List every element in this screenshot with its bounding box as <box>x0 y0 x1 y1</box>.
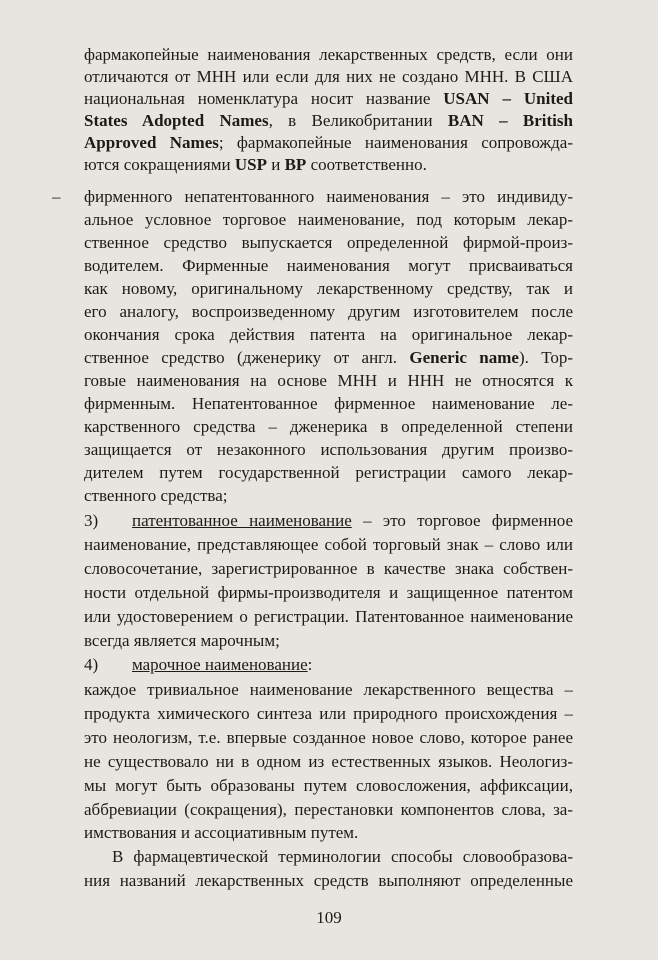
text-line: альное условное торговое наименование, под которым лекар- <box>84 210 573 229</box>
text-line: говые наименования на основе МНН и ННН не относятся к <box>84 371 573 390</box>
text-line: наименование, представляющее собой торговый знак – слово или <box>84 535 573 554</box>
text-line: ности отдельной фирмы-производителя и защищенное патентом <box>84 583 573 602</box>
text-line: ния названий лекарственных средств выполняют определенные <box>84 871 573 890</box>
text-line: States Adopted Names, в Великобритании BAN – British <box>84 111 573 130</box>
list-number: 3) <box>84 511 99 530</box>
text-line: как новому, оригинальному лекарственному средству, так и <box>84 279 573 298</box>
text-line: марочное наименование: <box>132 655 313 674</box>
text-line: фармакопейные наименования лекарственных средств, если они <box>84 45 573 64</box>
text-line: дителем путем государственной регистрации самого лекар- <box>84 463 573 482</box>
text-line: защищается от незаконного использования другим произво- <box>84 440 573 459</box>
list-dash-marker: – <box>52 187 61 206</box>
text-line: каждое тривиальное наименование лекарственного вещества – <box>84 680 573 699</box>
text-line: или удостоверением о регистрации. Патентованное наименование <box>84 607 573 626</box>
text-line: словосочетание, зарегистрированное в качестве знака собствен- <box>84 559 573 578</box>
page-number: 109 <box>316 908 342 927</box>
list-number: 4) <box>84 655 99 674</box>
text-line: аббревиации (сокращения), перестановки компонентов слова, за- <box>84 800 573 819</box>
text-line: В фармацевтической терминологии способы словообразова- <box>112 847 573 866</box>
text-line: ственное средство (дженерику от англ. Generic name). Тор- <box>84 348 573 367</box>
text-line: патентованное наименование – это торговое фирменное <box>132 511 573 530</box>
text-line: фирменным. Непатентованное фирменное наименование ле- <box>84 394 573 413</box>
text-line: водителем. Фирменные наименования могут присваиваться <box>84 256 573 275</box>
text-line: ственное средство выпускается определенной фирмой-произ- <box>84 233 573 252</box>
text-line: карственного средства – дженерика в определенной степени <box>84 417 573 436</box>
text-line: его аналогу, воспроизведенному другим изготовителем после <box>84 302 573 321</box>
text-line: имствования и ассоциативным путем. <box>84 823 359 842</box>
text-line: всегда является марочным; <box>84 631 280 650</box>
text-line: Approved Names; фармакопейные наименования сопровожда- <box>84 133 573 152</box>
text-line: фирменного непатентованного наименования – это индивиду- <box>84 187 573 206</box>
text-line: окончания срока действия патента на оригинальное лекар- <box>84 325 573 344</box>
text-line: мы могут быть образованы путем словосложения, аффиксации, <box>84 776 573 795</box>
text-line: это неологизм, т.е. впервые созданное новое слово, которое ранее <box>84 728 573 747</box>
text-line: не существовало ни в одном из естественных языков. Неологиз- <box>84 752 573 771</box>
text-line: отличаются от МНН или если для них не создано МНН. В США <box>84 67 573 86</box>
text-line: ственного средства; <box>84 486 228 505</box>
text-line: продукта химического синтеза или природного происхождения – <box>84 704 573 723</box>
text-line: национальная номенклатура носит название USAN – United <box>84 89 573 108</box>
text-line: ются сокращениями USP и BP соответственно. <box>84 155 427 174</box>
